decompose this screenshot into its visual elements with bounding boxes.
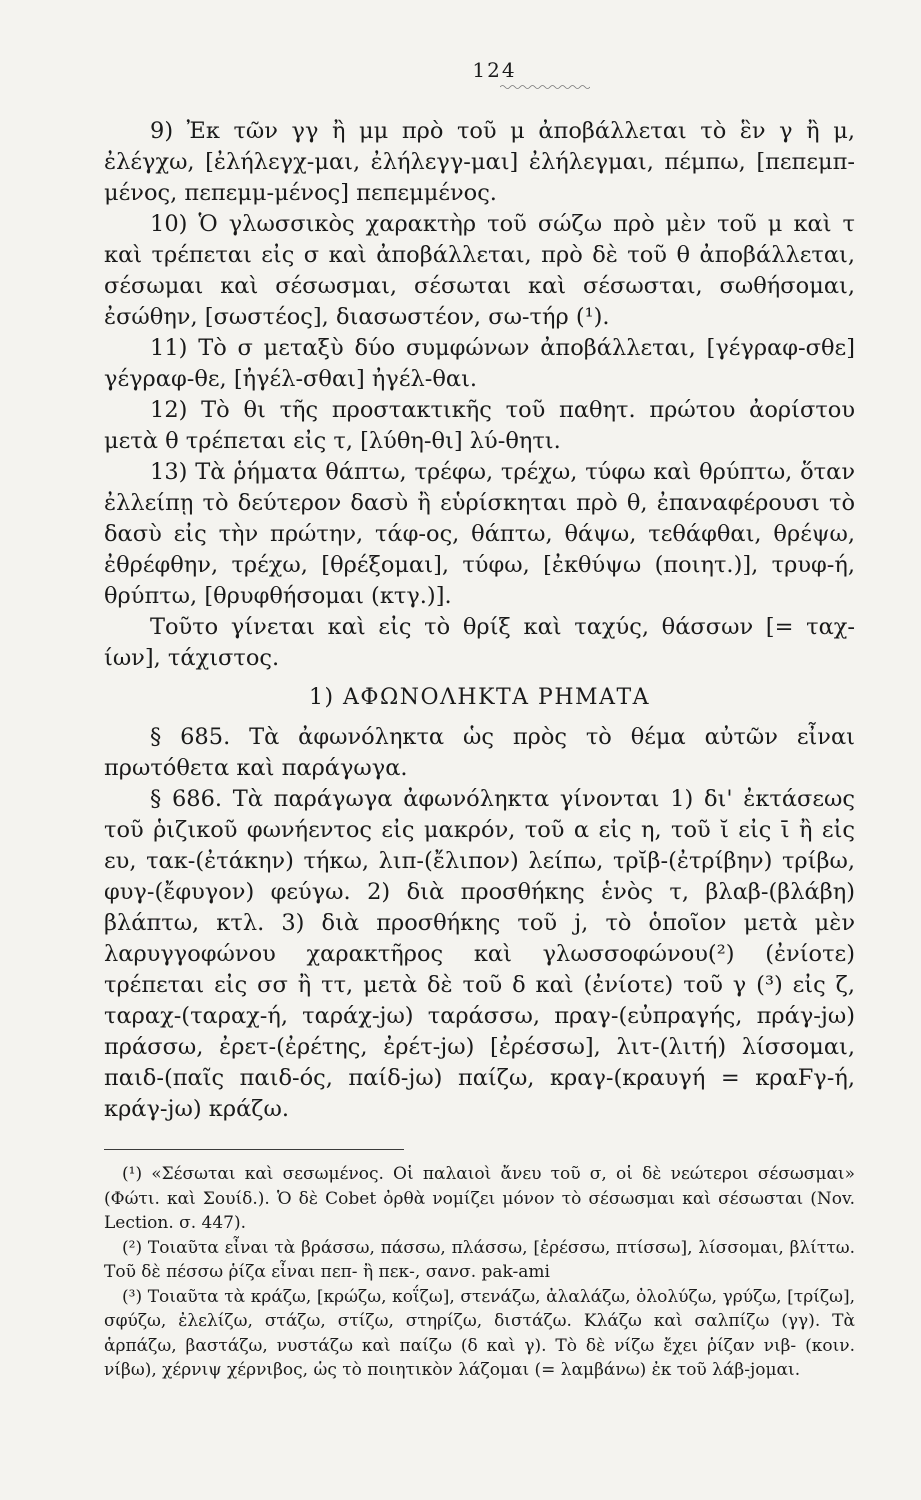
footnote-3: (³) Τοιαῦτα τὰ κράζω, [κρώζω, κοΐζω], στενάζω, ἀλαλάζω, ὀλολύζω, γρύζω, [τρίζω], σφύζω, ἐλελίζω, στάζω, στίζω, στηρίζω, διστάζω. Κλάζω καὶ σαλπίζω (γγ). Τὰ ἁρπάζω, βαστάζω, νυστάζω καὶ παίζω (δ καὶ γ). Τὸ δὲ νίζω ἔχει ῥίζαν νιβ- (κοιν. νίβω), χέρνιψ χέρνιβος, ὡς τὸ ποιητικὸν λάζομαι (= λαμβάνω) ἐκ τοῦ λάβ-jομαι. xyxy=(104,1286,855,1380)
paragraph-note: Τοῦτο γίνεται καὶ εἰς τὸ θρίξ καὶ ταχύς, θάσσων [= ταχ-ίων], τάχιστος. xyxy=(104,614,855,671)
wavy-rule-ornament xyxy=(500,84,590,90)
section-685: § 685. Τὰ ἀφωνόληκτα ὡς πρὸς τὸ θέμα αὐτῶν εἶναι πρωτόθετα καὶ παράγωγα. xyxy=(104,724,855,781)
paragraph-13: 13) Τὰ ῥήματα θάπτω, τρέφω, τρέχω, τύφω καὶ θρύπτω, ὅταν ἐλλείπῃ τὸ δεύτερον δασὺ ἢ εὑρίσκηται πρὸ θ, ἐπαναφέρουσι τὸ δασὺ εἰς τὴν πρώτην, τάφ-ος, θάπτω, θάψω, τεθάφθαι, θρέψω, ἐθρέφθην, τρέχω, [θρέξομαι], τύφω, [ἐκθύψω (ποιητ.)], τρυφ-ή, θρύπτω, [θρυφθήσομαι (κτγ.)]. xyxy=(104,459,855,609)
main-text xyxy=(104,116,855,1125)
paragraph-11: 11) Τὸ σ μεταξὺ δύο συμφώνων ἀποβάλλεται, [γέγραφ-σθε] γέγραφ-θε, [ἠγέλ-σθαι] ἠγέλ-θαι. xyxy=(104,335,855,392)
footnote-1: (¹) «Σέσωται καὶ σεσωμένος. Οἱ παλαιοὶ ἄνευ τοῦ σ, οἱ δὲ νεώτεροι σέσωσμαι» (Φώτι. καὶ Σουίδ.). Ὁ δὲ Cobet ὀρθὰ νομίζει μόνον τὸ σέσωσμαι καὶ σέσωσται (Nov. Lection. σ. 447). xyxy=(104,1164,855,1233)
footnote-2: (²) Τοιαῦτα εἶναι τὰ βράσσω, πάσσω, πλάσσω, [ἐρέσσω, πτίσσω], λίσσομαι, βλίττω. Τοῦ δὲ πέσσω ῥίζα εἶναι πεπ- ἢ πεκ-, σανσ. pak-ami xyxy=(104,1237,855,1282)
footnote-divider xyxy=(104,1149,404,1150)
page-number: 124 xyxy=(472,58,517,82)
paragraph-12: 12) Τὸ θι τῆς προστακτικῆς τοῦ παθητ. πρώτου ἀορίστου μετὰ θ τρέπεται εἰς τ, [λύθη-θι] λύ-θητι. xyxy=(104,397,855,454)
footnotes xyxy=(104,1162,855,1383)
section-686: § 686. Τὰ παράγωγα ἀφωνόληκτα γίνονται 1) δι' ἐκτάσεως τοῦ ῥιζικοῦ φωνήεντος εἰς μακρόν, τοῦ α εἰς η, τοῦ ῐ εἰς ῑ ἢ εἰς ευ, τακ-(ἐτάκην) τήκω, λιπ-(ἔλιπον) λείπω, τρῐβ-(ἐτρίβην) τρίβω, φυγ-(ἔφυγον) φεύγω. 2) διὰ προσθήκης ἑνὸς τ, βλαβ-(βλάβη) βλάπτω, κτλ. 3) διὰ προσθήκης τοῦ j, τὸ ὁποῖον μετὰ μὲν λαρυγγοφώνου χαρακτῆρος καὶ γλωσσοφώνου(²) (ἐνίοτε) τρέπεται εἰς σσ ἢ ττ, μετὰ δὲ τοῦ δ καὶ (ἐνίοτε) τοῦ γ (³) εἰς ζ, ταραχ-(ταραχ-ή, ταράχ-jω) ταράσσω, πραγ-(εὐπραγής, πράγ-jω) πράσσω, ἐρετ-(ἐρέτης, ἐρέτ-jω) [ἐρέσσω], λιτ-(λιτή) λίσσομαι, παιδ-(παῖς παιδ-ός, παίδ-jω) παίζω, κραγ-(κραυγή = κραϜγ-ή, κράγ-jω) κράζω. xyxy=(104,786,855,1122)
paragraph-9: 9) Ἐκ τῶν γγ ἢ μμ πρὸ τοῦ μ ἀποβάλλεται τὸ ἓν γ ἢ μ, ἐλέγχω, [ἐλήλεγχ-μαι, ἐλήλεγγ-μαι] ἐλήλεγμαι, πέμπω, [πεπεμπ-μένος, πεπεμμ-μένος] πεπεμμένος. xyxy=(104,118,855,206)
section-heading: 1) ΑΦΩΝΟΛΗΚΤΑ ΡΗΜΑΤΑ xyxy=(308,685,651,710)
paragraph-10: 10) Ὁ γλωσσικὸς χαρακτὴρ τοῦ σώζω πρὸ μὲν τοῦ μ καὶ τ καὶ τρέπεται εἰς σ καὶ ἀποβάλλεται, πρὸ δὲ τοῦ θ ἀποβάλλεται, σέσωμαι καὶ σέσωσμαι, σέσωται καὶ σέσωσται, σωθήσομαι, ἐσώθην, [σωστέος], διασωστέον, σω-τήρ (¹). xyxy=(104,211,855,330)
